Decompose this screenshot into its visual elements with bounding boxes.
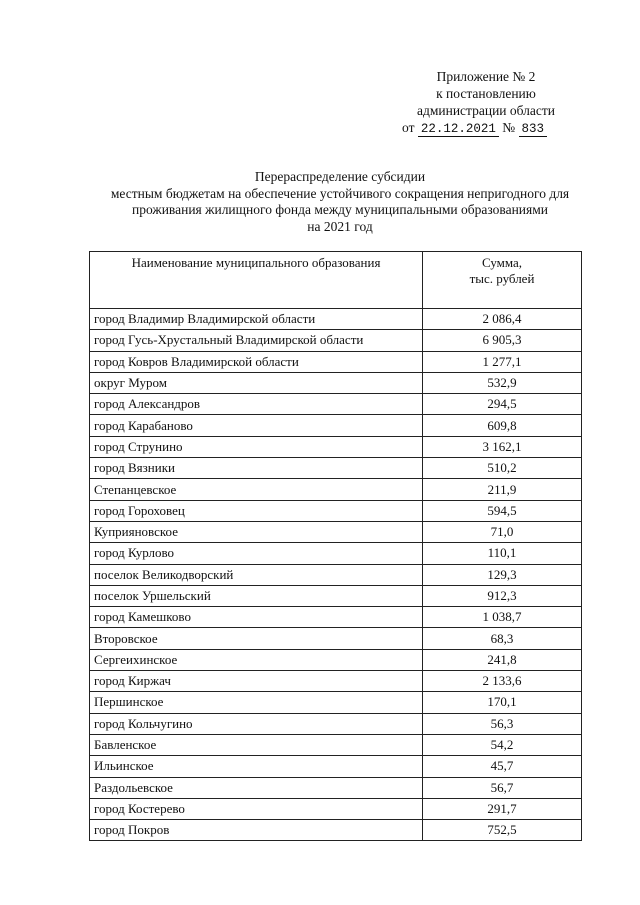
municipality-name: Раздольевское [90, 777, 423, 798]
table-row [90, 628, 582, 649]
table-row [90, 458, 582, 479]
subsidy-amount: 129,3 [423, 564, 582, 585]
table-row [90, 330, 582, 351]
municipality-name: Куприяновское [90, 521, 423, 542]
column-header-amount [423, 252, 582, 309]
municipality-name: город Кольчугино [90, 713, 423, 734]
municipality-name: поселок Великодворский [90, 564, 423, 585]
subsidy-amount: 594,5 [423, 500, 582, 521]
subsidy-amount: 56,7 [423, 777, 582, 798]
decree-date: 22.12.2021 [418, 122, 499, 137]
title-line-1: Перераспределение субсидии [254, 169, 426, 184]
table-row [90, 798, 582, 819]
municipality-name: город Костерево [90, 798, 423, 819]
table-row [90, 713, 582, 734]
table-row [90, 820, 582, 841]
municipality-name: город Покров [90, 820, 423, 841]
title-line-2: местным бюджетам на обеспечение устойчивого сокращения непригодного для [110, 185, 570, 201]
municipality-name: город Владимир Владимирской области [90, 309, 423, 330]
table-row [90, 564, 582, 585]
municipality-name: город Курлово [90, 543, 423, 564]
subsidy-amount: 71,0 [423, 521, 582, 542]
table-row [90, 756, 582, 777]
table-row [90, 543, 582, 564]
document-title [60, 169, 620, 235]
appendix-date-line [400, 119, 572, 138]
appendix-reference: к постановлению [436, 86, 536, 101]
title-line-4: на 2021 год [307, 218, 373, 234]
municipality-name: Ильинское [90, 756, 423, 777]
municipality-name: город Гусь-Хрустальный Владимирской области [90, 330, 423, 351]
municipality-name: город Ковров Владимирской области [90, 351, 423, 372]
appendix-header [400, 68, 572, 138]
municipality-name: Сергеихинское [90, 649, 423, 670]
subsidy-amount: 912,3 [423, 585, 582, 606]
number-prefix: № [502, 120, 516, 135]
municipality-name: Степанцевское [90, 479, 423, 500]
municipality-name: город Вязники [90, 458, 423, 479]
municipality-name: город Карабаново [90, 415, 423, 436]
table-row [90, 607, 582, 628]
table-row [90, 372, 582, 393]
decree-number: 833 [519, 122, 548, 137]
subsidy-amount: 2 086,4 [423, 309, 582, 330]
municipality-name: город Гороховец [90, 500, 423, 521]
municipality-name: поселок Уршельский [90, 585, 423, 606]
subsidy-amount: 45,7 [423, 756, 582, 777]
subsidy-amount: 294,5 [423, 394, 582, 415]
subsidy-amount: 1 038,7 [423, 607, 582, 628]
table-row [90, 777, 582, 798]
subsidy-amount: 211,9 [423, 479, 582, 500]
table-row [90, 649, 582, 670]
column-header-amount-line2: тыс. рублей [469, 271, 535, 286]
table-row [90, 671, 582, 692]
subsidy-amount: 241,8 [423, 649, 582, 670]
table-row [90, 309, 582, 330]
municipality-name: Бавленское [90, 734, 423, 755]
subsidy-amount: 1 277,1 [423, 351, 582, 372]
appendix-number: Приложение № 2 [436, 69, 536, 84]
table-row [90, 351, 582, 372]
table-row [90, 692, 582, 713]
subsidy-amount: 752,5 [423, 820, 582, 841]
municipality-name: Второвское [90, 628, 423, 649]
subsidy-amount: 510,2 [423, 458, 582, 479]
subsidy-amount: 54,2 [423, 734, 582, 755]
municipality-name: город Александров [90, 394, 423, 415]
table-row [90, 521, 582, 542]
municipality-name: город Камешково [90, 607, 423, 628]
subsidy-amount: 110,1 [423, 543, 582, 564]
subsidy-amount: 56,3 [423, 713, 582, 734]
subsidy-amount: 170,1 [423, 692, 582, 713]
table-row [90, 585, 582, 606]
date-prefix: от [402, 120, 415, 135]
subsidy-amount: 2 133,6 [423, 671, 582, 692]
table-row [90, 394, 582, 415]
subsidy-amount: 3 162,1 [423, 436, 582, 457]
table-row [90, 500, 582, 521]
municipality-name: город Киржач [90, 671, 423, 692]
column-header-name: Наименование муниципального образования [90, 252, 423, 309]
table-row [90, 415, 582, 436]
subsidy-amount: 291,7 [423, 798, 582, 819]
subsidy-amount: 68,3 [423, 628, 582, 649]
subsidy-amount: 532,9 [423, 372, 582, 393]
appendix-issuer: администрации области [416, 103, 556, 118]
subsidy-amount: 609,8 [423, 415, 582, 436]
table-row [90, 734, 582, 755]
title-line-3: проживания жилищного фонда между муниципальными образованиями [131, 202, 549, 217]
column-header-amount-line1: Сумма, [481, 255, 523, 270]
table-header-row [90, 252, 582, 309]
table-row [90, 436, 582, 457]
municipality-name: округ Муром [90, 372, 423, 393]
municipality-name: город Струнино [90, 436, 423, 457]
subsidy-amount: 6 905,3 [423, 330, 582, 351]
table-row [90, 479, 582, 500]
subsidy-table [89, 251, 582, 841]
municipality-name: Першинское [90, 692, 423, 713]
